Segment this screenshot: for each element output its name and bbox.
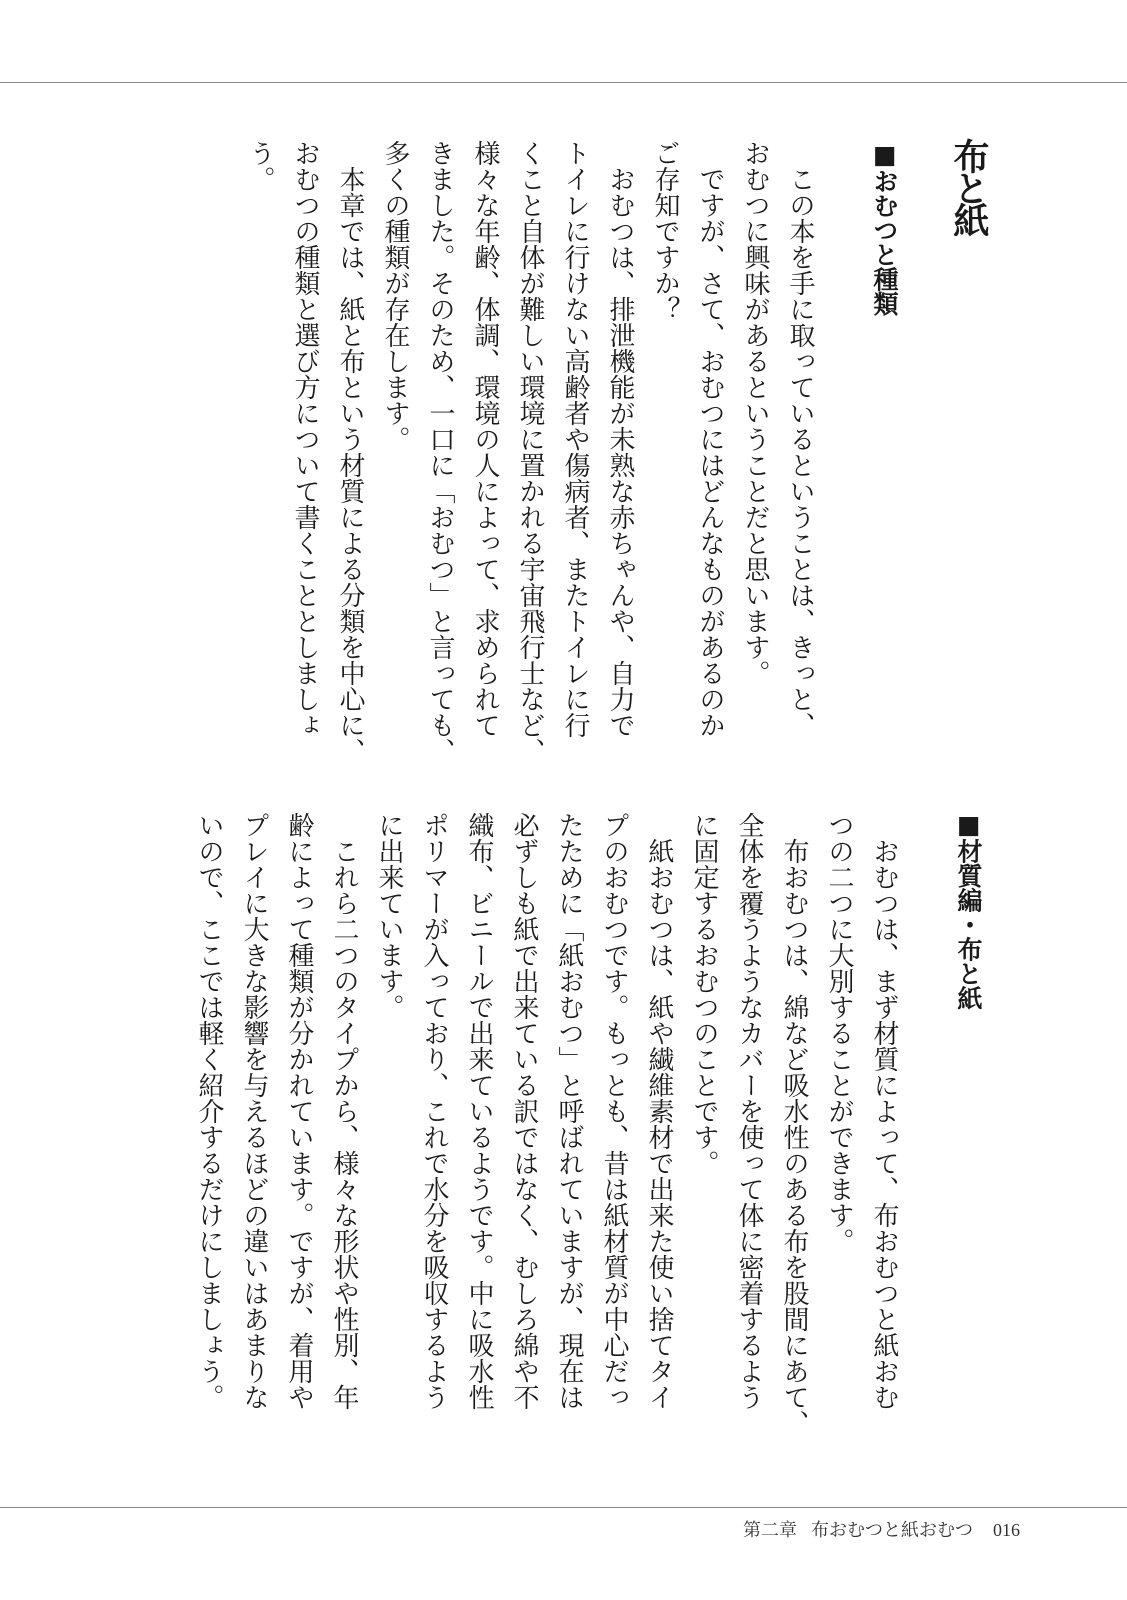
text-column: プレイに大きな影響を与えるほどの違いはあまりな bbox=[239, 812, 269, 1410]
text-column: 紙おむつは、紙や繊維素材で出来た使い捨てタイ bbox=[644, 838, 674, 1410]
text-column: ですが、さて、おむつにはどんなものがあるのか bbox=[695, 166, 725, 738]
footer-chapter: 第二章 bbox=[743, 1520, 797, 1541]
body-text-materials bbox=[0, 812, 1127, 1452]
text-column: 多くの種類が存在します。 bbox=[380, 140, 410, 452]
footer-chapter-title: 布おむつと紙おむつ bbox=[811, 1520, 973, 1541]
footer-rule bbox=[0, 1507, 1127, 1508]
text-column: おむつは、まず材質によって、布おむつと紙おむ bbox=[869, 838, 899, 1410]
text-column: おむつは、排泄機能が未熟な赤ちゃんや、自力で bbox=[605, 166, 635, 738]
header-rule bbox=[0, 82, 1127, 83]
text-column: いので、ここでは軽く紹介するだけにしましょう。 bbox=[194, 812, 224, 1410]
heading-diaper-types: ■おむつと種類 bbox=[870, 140, 899, 316]
running-footer bbox=[743, 1518, 1020, 1543]
text-column: おむつの種類と選び方について書くこととしましょ bbox=[290, 140, 320, 738]
text-column: ご存知ですか？ bbox=[650, 140, 680, 322]
page-number: 016 bbox=[993, 1520, 1020, 1540]
text-column: トイレに行けない高齢者や傷病者、またトイレに行 bbox=[560, 140, 590, 738]
text-column: 布おむつは、綿など吸水性のある布を股間にあて、 bbox=[779, 838, 809, 1436]
text-column: この本を手に取っているということは、きっと、 bbox=[785, 166, 815, 738]
text-column: 全体を覆うようなカバーを使って体に密着するよう bbox=[734, 812, 764, 1410]
text-column: プのおむつです。もっとも、昔は紙材質が中心だっ bbox=[599, 812, 629, 1410]
section-title: 布と紙 bbox=[948, 138, 990, 234]
text-column: 本章では、紙と布という材質による分類を中心に、 bbox=[335, 166, 365, 764]
body-text-diaper-types bbox=[0, 140, 1127, 780]
text-column: つの二つに大別することができます。 bbox=[824, 812, 854, 1254]
text-column: 齢によって種類が分かれています。ですが、着用や bbox=[284, 812, 314, 1410]
text-column: に固定するおむつのことです。 bbox=[689, 812, 719, 1176]
text-column: 必ずしも紙で出来ている訳ではなく、むしろ綿や不 bbox=[509, 812, 539, 1410]
text-column: きました。そのため、一口に「おむつ」と言っても、 bbox=[425, 140, 455, 764]
heading-materials: ■材質編・布と紙 bbox=[954, 810, 983, 1010]
text-column: 織布、ビニールで出来ているようです。中に吸水性 bbox=[464, 812, 494, 1410]
text-column: たために「紙おむつ」と呼ばれていますが、現在は bbox=[554, 812, 584, 1410]
text-column: う。 bbox=[245, 140, 275, 192]
text-column: 様々な年齢、体調、環境の人によって、求められて bbox=[470, 140, 500, 738]
text-column: これら二つのタイプから、様々な形状や性別、年 bbox=[329, 838, 359, 1410]
text-column: おむつに興味があるということだと思います。 bbox=[740, 140, 770, 686]
text-column: ポリマーが入っており、これで水分を吸収するよう bbox=[419, 812, 449, 1410]
text-column: くこと自体が難しい環境に置かれる宇宙飛行士など、 bbox=[515, 140, 545, 764]
text-column: に出来ています。 bbox=[374, 812, 404, 1020]
